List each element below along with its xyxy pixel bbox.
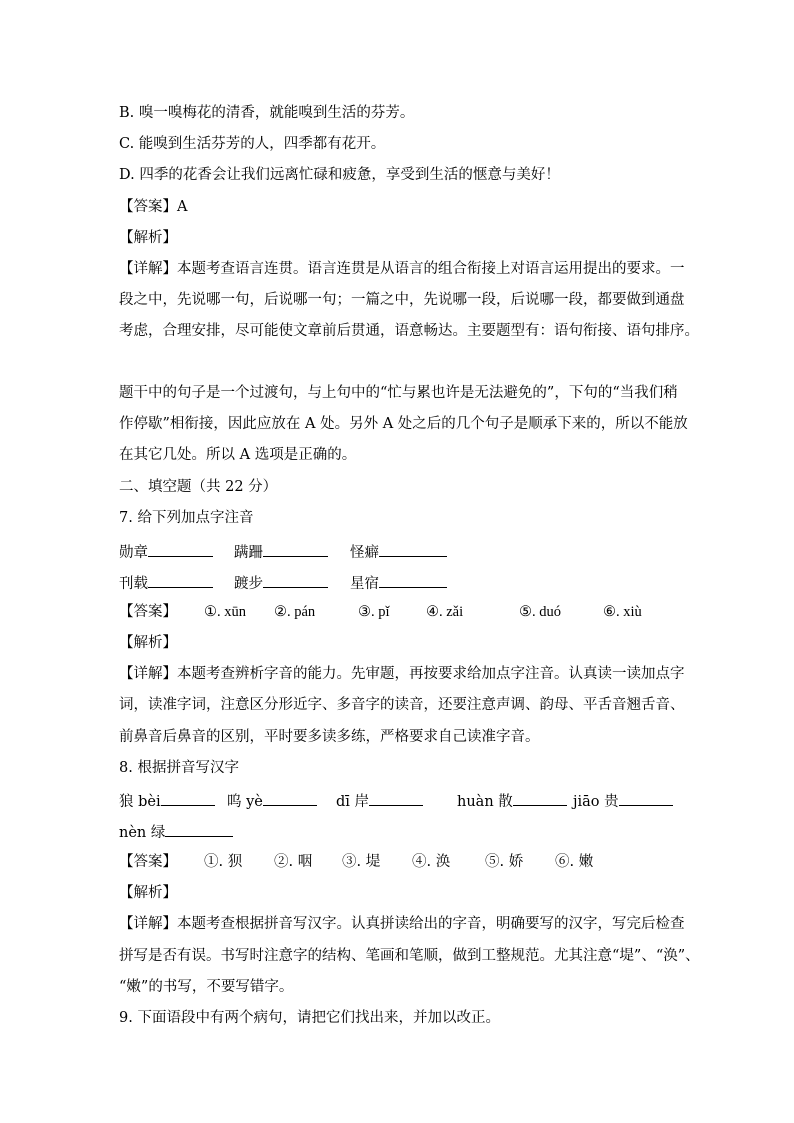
q8-answer: ①. 狈 bbox=[204, 854, 243, 870]
answer-blank[interactable] bbox=[263, 789, 317, 806]
q7-answer: ⑥. xiù bbox=[603, 604, 642, 620]
q8-answer-row bbox=[119, 852, 593, 872]
q8-answer: ⑤. 娇 bbox=[485, 854, 524, 870]
q8-row-2 bbox=[119, 820, 233, 843]
q7-word: 刊载 bbox=[119, 576, 148, 592]
q8-item: jiāo 贵 bbox=[573, 794, 619, 810]
q7-word: 星宿 bbox=[350, 576, 379, 592]
q7-answer: ④. zǎi bbox=[426, 604, 464, 620]
q7-answer-row bbox=[119, 602, 642, 622]
q8-answer: ③. 堤 bbox=[342, 854, 381, 870]
q7-answer: ⑤. duó bbox=[519, 604, 561, 620]
q7-word: 蹒跚 bbox=[234, 545, 263, 561]
q8-row-1 bbox=[119, 789, 673, 812]
option-d: D. 四季的花香会让我们远离忙碌和疲惫，享受到生活的惬意与美好！ bbox=[119, 167, 560, 183]
q9-title: 9. 下面语段中有两个病句，请把它们找出来，并加以改正。 bbox=[119, 1010, 500, 1026]
q7-answer-label: 【答案】 bbox=[119, 604, 177, 620]
q7-detail-line: 前鼻音后鼻音的区别，平时要多读多练，严格要求自己读准字音。 bbox=[119, 729, 540, 745]
answer-blank[interactable] bbox=[379, 571, 447, 588]
q7-detail-line: 【详解】本题考查辨析字音的能力。先审题，再按要求给加点字注音。认真读一读加点字 bbox=[119, 666, 685, 682]
q6-answer: 【答案】A bbox=[119, 199, 188, 215]
q8-item: huàn 散 bbox=[457, 794, 513, 810]
answer-blank[interactable] bbox=[148, 571, 213, 588]
q6-detail-line: 在其它几处。所以 A 选项是正确的。 bbox=[119, 447, 357, 463]
q8-analysis-label: 【解析】 bbox=[119, 885, 177, 901]
q8-answer: ④. 涣 bbox=[412, 854, 451, 870]
q7-detail-line: 词，读准字词，注意区分形近字、多音字的读音，还要注意声调、韵母、平舌音翘舌音、 bbox=[119, 697, 685, 713]
q7-word: 勋章 bbox=[119, 545, 148, 561]
q6-detail-line: 作停歇”相衔接，因此应放在 A 处。另外 A 处之后的几个句子是顺承下来的，所以不能放 bbox=[119, 416, 688, 432]
q6-analysis-label: 【解析】 bbox=[119, 230, 177, 246]
q7-title: 7. 给下列加点字注音 bbox=[119, 510, 254, 526]
answer-blank[interactable] bbox=[513, 789, 567, 806]
q8-answer-label: 【答案】 bbox=[119, 854, 177, 870]
answer-blank[interactable] bbox=[263, 540, 328, 557]
q8-answer: ②. 咽 bbox=[274, 854, 313, 870]
answer-blank[interactable] bbox=[379, 540, 447, 557]
q8-title: 8. 根据拼音写汉字 bbox=[119, 760, 239, 776]
q8-answer: ⑥. 嫩 bbox=[555, 854, 594, 870]
q7-word: 踱步 bbox=[234, 576, 263, 592]
q7-answer: ③. pǐ bbox=[358, 604, 390, 620]
q6-detail-line: 段之中，先说哪一句，后说哪一句；一篇之中，先说哪一段，后说哪一段，都要做到通盘 bbox=[119, 292, 685, 308]
q7-answer: ①. xūn bbox=[204, 604, 246, 620]
answer-blank[interactable] bbox=[148, 540, 213, 557]
q6-detail-line: 【详解】本题考查语言连贯。语言连贯是从语言的组合衔接上对语言运用提出的要求。一 bbox=[119, 261, 685, 277]
option-b: B. 嗅一嗅梅花的清香，就能嗅到生活的芬芳。 bbox=[119, 105, 415, 121]
q6-detail-line: 题干中的句子是一个过渡句，与上句中的“忙与累也许是无法避免的”，下句的“当我们稍 bbox=[119, 385, 678, 401]
q8-item: 呜 yè bbox=[227, 794, 263, 810]
q7-word: 怪癖 bbox=[350, 545, 379, 561]
option-c: C. 能嗅到生活芬芳的人，四季都有花开。 bbox=[119, 136, 386, 152]
answer-blank[interactable] bbox=[165, 820, 233, 837]
answer-blank[interactable] bbox=[263, 571, 328, 588]
q7-row-1 bbox=[119, 540, 447, 563]
answer-blank[interactable] bbox=[161, 789, 215, 806]
answer-blank[interactable] bbox=[619, 789, 673, 806]
q8-item: dī 岸 bbox=[336, 794, 370, 810]
q8-item: 狼 bèi bbox=[119, 794, 161, 810]
q8-detail-line: 【详解】本题考查根据拼音写汉字。认真拼读给出的字音，明确要写的汉字，写完后检查 bbox=[119, 916, 685, 932]
q7-answer: ②. pán bbox=[274, 604, 316, 620]
section-title: 二、填空题（共 22 分） bbox=[119, 479, 278, 495]
q8-detail-line: 拼写是否有误。书写时注意字的结构、笔画和笔顺，做到工整规范。尤其注意“堤”、“涣”、 bbox=[119, 948, 700, 964]
answer-blank[interactable] bbox=[369, 789, 423, 806]
q8-detail-line: “嫩”的书写，不要写错字。 bbox=[119, 979, 294, 995]
q7-row-2 bbox=[119, 571, 447, 594]
q8-item: nèn 绿 bbox=[119, 825, 166, 841]
q7-analysis-label: 【解析】 bbox=[119, 635, 177, 651]
q6-detail-line: 考虑，合理安排，尽可能使文章前后贯通，语意畅达。主要题型有：语句衔接、语句排序。 bbox=[119, 323, 699, 339]
